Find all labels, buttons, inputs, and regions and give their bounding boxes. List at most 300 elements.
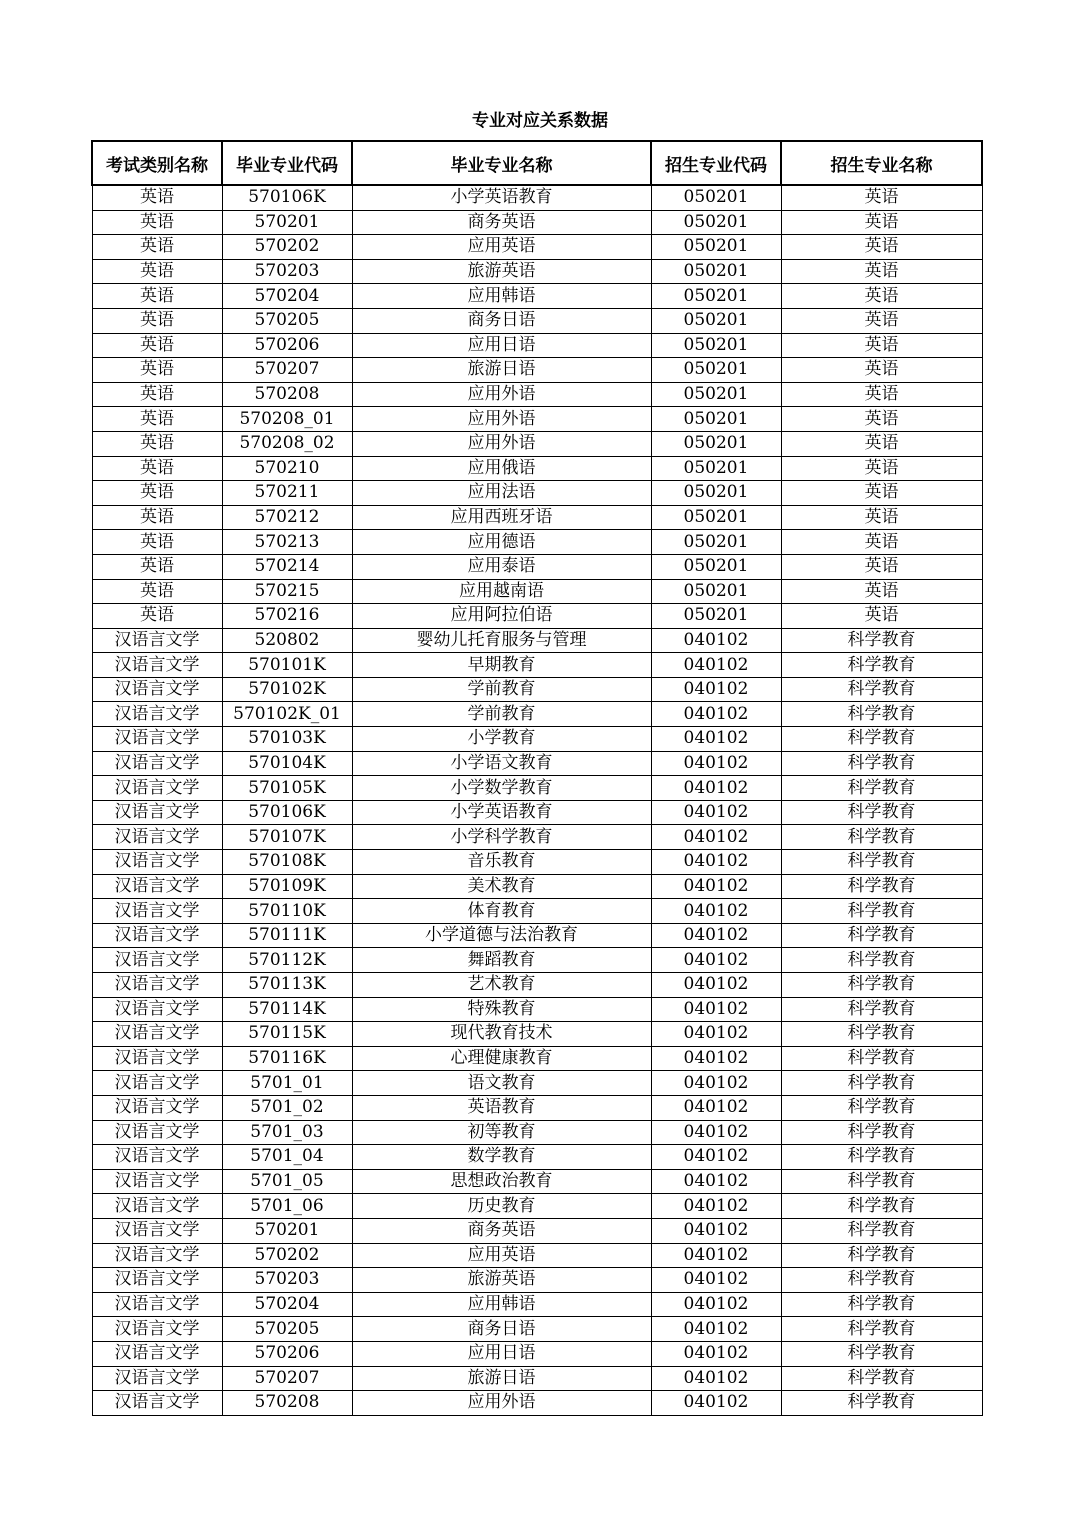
cell-grad-major-name: 应用英语	[352, 1243, 651, 1268]
cell-exam-category: 汉语言文学	[92, 1341, 222, 1366]
cell-grad-major-code: 570106K	[222, 185, 352, 210]
table-header-row	[92, 141, 982, 185]
cell-enroll-major-code: 040102	[651, 776, 781, 801]
cell-enroll-major-name: 英语	[781, 554, 982, 579]
cell-grad-major-name: 小学英语教育	[352, 800, 651, 825]
cell-exam-category: 英语	[92, 407, 222, 432]
cell-enroll-major-code: 040102	[651, 1218, 781, 1243]
cell-exam-category: 汉语言文学	[92, 751, 222, 776]
cell-grad-major-name: 应用韩语	[352, 1292, 651, 1317]
table-row	[92, 1317, 982, 1342]
table-row	[92, 727, 982, 752]
cell-enroll-major-name: 英语	[781, 604, 982, 629]
cell-enroll-major-code: 040102	[651, 1243, 781, 1268]
header-enroll-major-name: 招生专业名称	[781, 141, 982, 185]
table-row	[92, 1046, 982, 1071]
cell-grad-major-name: 数学教育	[352, 1145, 651, 1170]
cell-grad-major-code: 570115K	[222, 1022, 352, 1047]
table-row	[92, 948, 982, 973]
cell-enroll-major-code: 040102	[651, 653, 781, 678]
cell-enroll-major-name: 科学教育	[781, 997, 982, 1022]
cell-grad-major-code: 570215	[222, 579, 352, 604]
cell-enroll-major-name: 科学教育	[781, 1218, 982, 1243]
cell-enroll-major-name: 科学教育	[781, 653, 982, 678]
cell-grad-major-code: 570108K	[222, 850, 352, 875]
cell-enroll-major-name: 英语	[781, 431, 982, 456]
cell-grad-major-name: 特殊教育	[352, 997, 651, 1022]
page-title: 专业对应关系数据	[472, 111, 608, 131]
cell-exam-category: 汉语言文学	[92, 1268, 222, 1293]
cell-grad-major-name: 语文教育	[352, 1071, 651, 1096]
cell-exam-category: 英语	[92, 358, 222, 383]
cell-grad-major-name: 艺术教育	[352, 973, 651, 998]
cell-enroll-major-code: 040102	[651, 850, 781, 875]
cell-enroll-major-name: 科学教育	[781, 677, 982, 702]
table-row	[92, 481, 982, 506]
table-row	[92, 677, 982, 702]
cell-grad-major-name: 应用德语	[352, 530, 651, 555]
cell-exam-category: 汉语言文学	[92, 1169, 222, 1194]
table-row	[92, 1169, 982, 1194]
cell-enroll-major-name: 科学教育	[781, 1145, 982, 1170]
cell-enroll-major-name: 英语	[781, 505, 982, 530]
table-row	[92, 923, 982, 948]
cell-enroll-major-code: 040102	[651, 1046, 781, 1071]
cell-exam-category: 汉语言文学	[92, 1095, 222, 1120]
cell-grad-major-name: 应用日语	[352, 333, 651, 358]
table-row	[92, 1120, 982, 1145]
cell-enroll-major-name: 科学教育	[781, 727, 982, 752]
cell-enroll-major-code: 040102	[651, 1366, 781, 1391]
cell-grad-major-name: 应用韩语	[352, 284, 651, 309]
table-row	[92, 850, 982, 875]
table-row	[92, 259, 982, 284]
cell-enroll-major-code: 040102	[651, 1145, 781, 1170]
cell-enroll-major-code: 050201	[651, 333, 781, 358]
cell-grad-major-code: 570103K	[222, 727, 352, 752]
table-row	[92, 1022, 982, 1047]
table-row	[92, 1218, 982, 1243]
cell-enroll-major-name: 科学教育	[781, 776, 982, 801]
cell-enroll-major-name: 科学教育	[781, 923, 982, 948]
cell-enroll-major-name: 科学教育	[781, 973, 982, 998]
cell-exam-category: 汉语言文学	[92, 628, 222, 653]
cell-enroll-major-code: 050201	[651, 407, 781, 432]
cell-exam-category: 汉语言文学	[92, 776, 222, 801]
cell-grad-major-name: 现代教育技术	[352, 1022, 651, 1047]
cell-enroll-major-name: 科学教育	[781, 1046, 982, 1071]
cell-grad-major-name: 小学科学教育	[352, 825, 651, 850]
cell-enroll-major-name: 科学教育	[781, 800, 982, 825]
header-enroll-major-code: 招生专业代码	[651, 141, 781, 185]
cell-enroll-major-code: 050201	[651, 554, 781, 579]
table-row	[92, 1243, 982, 1268]
cell-grad-major-name: 小学道德与法治教育	[352, 923, 651, 948]
cell-grad-major-name: 心理健康教育	[352, 1046, 651, 1071]
table-row	[92, 1366, 982, 1391]
header-grad-major-name: 毕业专业名称	[352, 141, 651, 185]
cell-exam-category: 汉语言文学	[92, 973, 222, 998]
cell-grad-major-name: 小学教育	[352, 727, 651, 752]
table-row	[92, 776, 982, 801]
cell-grad-major-name: 舞蹈教育	[352, 948, 651, 973]
cell-grad-major-code: 570201	[222, 210, 352, 235]
cell-grad-major-code: 570207	[222, 1366, 352, 1391]
table-row	[92, 456, 982, 481]
cell-enroll-major-code: 040102	[651, 874, 781, 899]
cell-enroll-major-name: 科学教育	[781, 1071, 982, 1096]
cell-enroll-major-code: 050201	[651, 235, 781, 260]
cell-grad-major-code: 570208	[222, 1391, 352, 1416]
cell-exam-category: 汉语言文学	[92, 850, 222, 875]
cell-grad-major-name: 美术教育	[352, 874, 651, 899]
cell-enroll-major-code: 050201	[651, 481, 781, 506]
cell-enroll-major-code: 050201	[651, 456, 781, 481]
table-row	[92, 284, 982, 309]
table-row	[92, 702, 982, 727]
cell-grad-major-name: 小学英语教育	[352, 185, 651, 210]
cell-exam-category: 汉语言文学	[92, 1292, 222, 1317]
cell-exam-category: 英语	[92, 308, 222, 333]
cell-enroll-major-name: 科学教育	[781, 1317, 982, 1342]
cell-enroll-major-code: 050201	[651, 210, 781, 235]
cell-grad-major-code: 570205	[222, 308, 352, 333]
cell-grad-major-name: 初等教育	[352, 1120, 651, 1145]
cell-exam-category: 英语	[92, 382, 222, 407]
table-body	[92, 185, 982, 1415]
cell-grad-major-name: 学前教育	[352, 702, 651, 727]
table-row	[92, 628, 982, 653]
cell-grad-major-name: 音乐教育	[352, 850, 651, 875]
cell-enroll-major-name: 英语	[781, 284, 982, 309]
cell-grad-major-name: 婴幼儿托育服务与管理	[352, 628, 651, 653]
cell-enroll-major-name: 科学教育	[781, 948, 982, 973]
cell-enroll-major-name: 科学教育	[781, 1391, 982, 1416]
cell-grad-major-name: 旅游英语	[352, 1268, 651, 1293]
cell-grad-major-code: 570216	[222, 604, 352, 629]
cell-grad-major-code: 570204	[222, 284, 352, 309]
cell-grad-major-name: 学前教育	[352, 677, 651, 702]
table-row	[92, 1268, 982, 1293]
cell-exam-category: 汉语言文学	[92, 1071, 222, 1096]
cell-enroll-major-code: 050201	[651, 259, 781, 284]
table-row	[92, 653, 982, 678]
cell-grad-major-code: 570201	[222, 1218, 352, 1243]
table-row	[92, 554, 982, 579]
cell-grad-major-code: 570114K	[222, 997, 352, 1022]
cell-enroll-major-code: 040102	[651, 1120, 781, 1145]
cell-enroll-major-code: 040102	[651, 1317, 781, 1342]
cell-exam-category: 英语	[92, 481, 222, 506]
cell-enroll-major-code: 040102	[651, 997, 781, 1022]
cell-enroll-major-code: 040102	[651, 628, 781, 653]
cell-enroll-major-code: 040102	[651, 973, 781, 998]
cell-grad-major-code: 570208	[222, 382, 352, 407]
cell-enroll-major-code: 040102	[651, 1169, 781, 1194]
cell-enroll-major-name: 科学教育	[781, 702, 982, 727]
table-row	[92, 1341, 982, 1366]
cell-grad-major-code: 5701_02	[222, 1095, 352, 1120]
cell-enroll-major-name: 科学教育	[781, 1292, 982, 1317]
cell-grad-major-name: 早期教育	[352, 653, 651, 678]
cell-grad-major-code: 520802	[222, 628, 352, 653]
cell-grad-major-code: 570211	[222, 481, 352, 506]
cell-enroll-major-name: 科学教育	[781, 1341, 982, 1366]
cell-enroll-major-name: 英语	[781, 185, 982, 210]
cell-grad-major-code: 570104K	[222, 751, 352, 776]
cell-enroll-major-name: 科学教育	[781, 850, 982, 875]
cell-enroll-major-name: 英语	[781, 382, 982, 407]
cell-grad-major-code: 570112K	[222, 948, 352, 973]
cell-enroll-major-code: 040102	[651, 702, 781, 727]
cell-exam-category: 英语	[92, 185, 222, 210]
cell-grad-major-code: 570102K_01	[222, 702, 352, 727]
cell-grad-major-name: 历史教育	[352, 1194, 651, 1219]
cell-grad-major-name: 应用外语	[352, 382, 651, 407]
cell-grad-major-name: 应用越南语	[352, 579, 651, 604]
cell-enroll-major-code: 040102	[651, 923, 781, 948]
cell-grad-major-code: 570205	[222, 1317, 352, 1342]
table-row	[92, 235, 982, 260]
cell-grad-major-code: 5701_06	[222, 1194, 352, 1219]
cell-grad-major-name: 旅游英语	[352, 259, 651, 284]
table-row	[92, 505, 982, 530]
cell-enroll-major-code: 050201	[651, 284, 781, 309]
cell-enroll-major-code: 040102	[651, 1071, 781, 1096]
cell-exam-category: 汉语言文学	[92, 1022, 222, 1047]
table-row	[92, 1071, 982, 1096]
cell-enroll-major-name: 英语	[781, 210, 982, 235]
cell-grad-major-code: 570106K	[222, 800, 352, 825]
cell-grad-major-name: 应用外语	[352, 407, 651, 432]
cell-enroll-major-name: 英语	[781, 333, 982, 358]
cell-exam-category: 英语	[92, 604, 222, 629]
cell-enroll-major-name: 英语	[781, 308, 982, 333]
cell-exam-category: 汉语言文学	[92, 948, 222, 973]
cell-grad-major-name: 应用英语	[352, 235, 651, 260]
cell-grad-major-code: 570208_02	[222, 431, 352, 456]
cell-exam-category: 汉语言文学	[92, 874, 222, 899]
cell-grad-major-code: 5701_03	[222, 1120, 352, 1145]
cell-grad-major-name: 应用俄语	[352, 456, 651, 481]
table-row	[92, 1145, 982, 1170]
table-row	[92, 431, 982, 456]
cell-enroll-major-name: 科学教育	[781, 874, 982, 899]
table-row	[92, 604, 982, 629]
cell-exam-category: 汉语言文学	[92, 1366, 222, 1391]
cell-exam-category: 汉语言文学	[92, 702, 222, 727]
cell-enroll-major-name: 科学教育	[781, 1022, 982, 1047]
cell-enroll-major-name: 科学教育	[781, 1194, 982, 1219]
cell-enroll-major-code: 050201	[651, 358, 781, 383]
cell-grad-major-code: 5701_04	[222, 1145, 352, 1170]
cell-exam-category: 汉语言文学	[92, 1317, 222, 1342]
cell-exam-category: 英语	[92, 554, 222, 579]
cell-grad-major-code: 570206	[222, 333, 352, 358]
cell-exam-category: 英语	[92, 431, 222, 456]
table-row	[92, 751, 982, 776]
cell-enroll-major-code: 050201	[651, 604, 781, 629]
cell-grad-major-name: 商务日语	[352, 1317, 651, 1342]
table-row	[92, 407, 982, 432]
cell-grad-major-name: 旅游日语	[352, 1366, 651, 1391]
table-row	[92, 1292, 982, 1317]
header-grad-major-code: 毕业专业代码	[222, 141, 352, 185]
cell-exam-category: 英语	[92, 235, 222, 260]
cell-grad-major-code: 570213	[222, 530, 352, 555]
cell-grad-major-name: 小学数学教育	[352, 776, 651, 801]
cell-grad-major-name: 英语教育	[352, 1095, 651, 1120]
table-row	[92, 358, 982, 383]
cell-grad-major-name: 商务日语	[352, 308, 651, 333]
table-row	[92, 874, 982, 899]
cell-exam-category: 英语	[92, 579, 222, 604]
table-row	[92, 973, 982, 998]
cell-enroll-major-name: 科学教育	[781, 1243, 982, 1268]
cell-enroll-major-name: 英语	[781, 530, 982, 555]
cell-grad-major-code: 570110K	[222, 899, 352, 924]
cell-grad-major-code: 570212	[222, 505, 352, 530]
cell-grad-major-name: 商务英语	[352, 1218, 651, 1243]
cell-grad-major-code: 570111K	[222, 923, 352, 948]
major-mapping-table	[91, 140, 983, 1416]
cell-enroll-major-name: 英语	[781, 407, 982, 432]
cell-enroll-major-code: 040102	[651, 751, 781, 776]
cell-exam-category: 英语	[92, 333, 222, 358]
cell-exam-category: 汉语言文学	[92, 1120, 222, 1145]
cell-exam-category: 汉语言文学	[92, 1243, 222, 1268]
cell-enroll-major-name: 英语	[781, 235, 982, 260]
cell-exam-category: 汉语言文学	[92, 1391, 222, 1416]
cell-exam-category: 汉语言文学	[92, 1145, 222, 1170]
cell-enroll-major-code: 040102	[651, 825, 781, 850]
cell-exam-category: 汉语言文学	[92, 923, 222, 948]
cell-grad-major-code: 570207	[222, 358, 352, 383]
cell-enroll-major-name: 科学教育	[781, 1120, 982, 1145]
cell-grad-major-name: 应用泰语	[352, 554, 651, 579]
cell-grad-major-code: 570210	[222, 456, 352, 481]
cell-exam-category: 汉语言文学	[92, 1046, 222, 1071]
cell-grad-major-name: 商务英语	[352, 210, 651, 235]
cell-exam-category: 汉语言文学	[92, 653, 222, 678]
cell-enroll-major-code: 040102	[651, 1341, 781, 1366]
cell-grad-major-code: 570202	[222, 235, 352, 260]
cell-grad-major-code: 570101K	[222, 653, 352, 678]
cell-enroll-major-name: 科学教育	[781, 1095, 982, 1120]
cell-exam-category: 汉语言文学	[92, 800, 222, 825]
cell-grad-major-code: 570214	[222, 554, 352, 579]
cell-grad-major-code: 5701_01	[222, 1071, 352, 1096]
cell-grad-major-code: 570113K	[222, 973, 352, 998]
cell-enroll-major-code: 040102	[651, 727, 781, 752]
table-row	[92, 530, 982, 555]
cell-exam-category: 汉语言文学	[92, 1218, 222, 1243]
cell-enroll-major-code: 040102	[651, 677, 781, 702]
cell-enroll-major-name: 科学教育	[781, 899, 982, 924]
cell-enroll-major-code: 050201	[651, 505, 781, 530]
cell-grad-major-code: 570204	[222, 1292, 352, 1317]
table-row	[92, 1095, 982, 1120]
cell-enroll-major-name: 科学教育	[781, 628, 982, 653]
cell-enroll-major-code: 040102	[651, 1022, 781, 1047]
cell-exam-category: 英语	[92, 530, 222, 555]
cell-enroll-major-name: 英语	[781, 259, 982, 284]
cell-enroll-major-code: 040102	[651, 899, 781, 924]
cell-grad-major-code: 570203	[222, 259, 352, 284]
table-row	[92, 1391, 982, 1416]
cell-grad-major-code: 570105K	[222, 776, 352, 801]
cell-exam-category: 英语	[92, 259, 222, 284]
cell-enroll-major-code: 040102	[651, 800, 781, 825]
table-row	[92, 333, 982, 358]
cell-grad-major-name: 旅游日语	[352, 358, 651, 383]
table-row	[92, 800, 982, 825]
cell-enroll-major-name: 科学教育	[781, 751, 982, 776]
table-row	[92, 579, 982, 604]
table-row	[92, 825, 982, 850]
cell-enroll-major-name: 英语	[781, 579, 982, 604]
cell-grad-major-code: 570116K	[222, 1046, 352, 1071]
table-row	[92, 185, 982, 210]
cell-grad-major-code: 570206	[222, 1341, 352, 1366]
cell-enroll-major-code: 050201	[651, 308, 781, 333]
cell-enroll-major-code: 040102	[651, 948, 781, 973]
cell-enroll-major-code: 040102	[651, 1268, 781, 1293]
cell-enroll-major-name: 英语	[781, 358, 982, 383]
cell-exam-category: 英语	[92, 210, 222, 235]
cell-enroll-major-name: 英语	[781, 456, 982, 481]
cell-exam-category: 汉语言文学	[92, 1194, 222, 1219]
cell-grad-major-name: 应用日语	[352, 1341, 651, 1366]
cell-grad-major-code: 570107K	[222, 825, 352, 850]
cell-grad-major-name: 应用外语	[352, 431, 651, 456]
cell-grad-major-name: 应用法语	[352, 481, 651, 506]
table-row	[92, 997, 982, 1022]
cell-exam-category: 汉语言文学	[92, 899, 222, 924]
table-row	[92, 210, 982, 235]
cell-grad-major-name: 思想政治教育	[352, 1169, 651, 1194]
cell-grad-major-code: 5701_05	[222, 1169, 352, 1194]
cell-exam-category: 汉语言文学	[92, 727, 222, 752]
cell-grad-major-name: 小学语文教育	[352, 751, 651, 776]
table-row	[92, 899, 982, 924]
cell-enroll-major-name: 科学教育	[781, 1169, 982, 1194]
cell-grad-major-name: 应用外语	[352, 1391, 651, 1416]
cell-enroll-major-code: 050201	[651, 382, 781, 407]
cell-enroll-major-code: 040102	[651, 1292, 781, 1317]
cell-enroll-major-code: 050201	[651, 579, 781, 604]
cell-exam-category: 汉语言文学	[92, 677, 222, 702]
cell-enroll-major-name: 英语	[781, 481, 982, 506]
cell-exam-category: 英语	[92, 284, 222, 309]
cell-grad-major-code: 570208_01	[222, 407, 352, 432]
cell-enroll-major-name: 科学教育	[781, 1366, 982, 1391]
cell-exam-category: 英语	[92, 505, 222, 530]
cell-exam-category: 汉语言文学	[92, 825, 222, 850]
cell-enroll-major-code: 050201	[651, 431, 781, 456]
cell-enroll-major-code: 040102	[651, 1194, 781, 1219]
table-row	[92, 308, 982, 333]
cell-exam-category: 汉语言文学	[92, 997, 222, 1022]
cell-grad-major-name: 体育教育	[352, 899, 651, 924]
cell-enroll-major-name: 科学教育	[781, 1268, 982, 1293]
cell-grad-major-code: 570203	[222, 1268, 352, 1293]
cell-grad-major-name: 应用阿拉伯语	[352, 604, 651, 629]
cell-grad-major-name: 应用西班牙语	[352, 505, 651, 530]
cell-enroll-major-code: 050201	[651, 530, 781, 555]
cell-grad-major-code: 570102K	[222, 677, 352, 702]
table-row	[92, 1194, 982, 1219]
